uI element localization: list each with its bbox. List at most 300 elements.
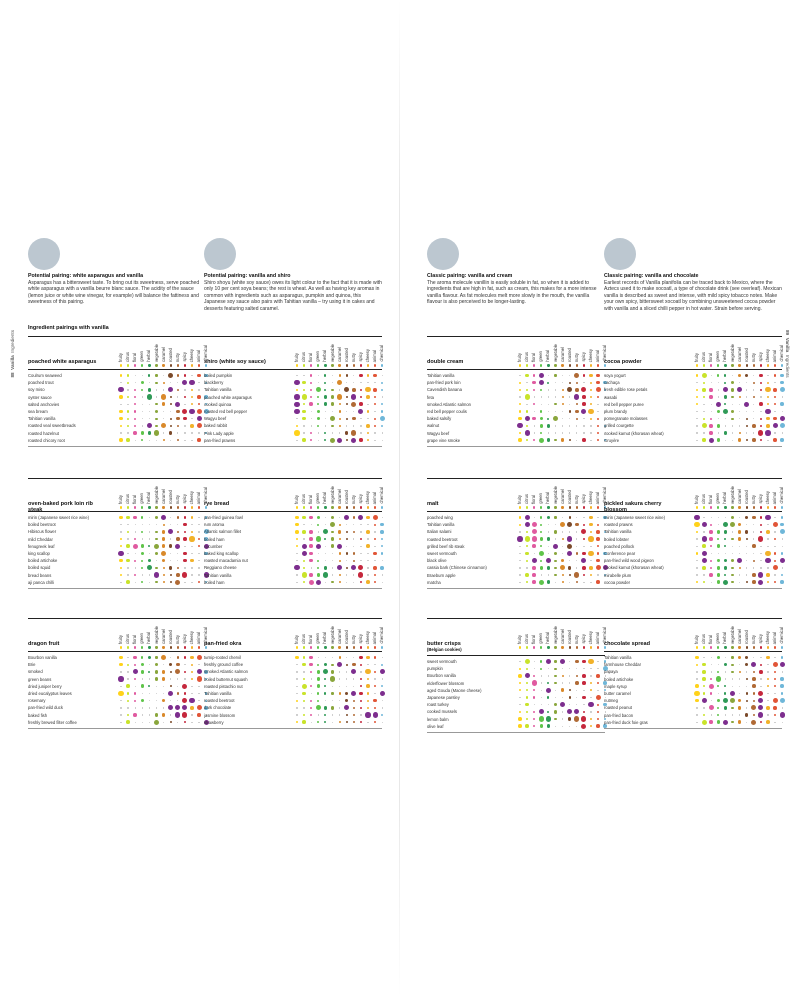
flavour-dot	[710, 692, 712, 694]
flavour-dot	[120, 364, 122, 366]
flavour-dot	[177, 432, 178, 433]
table-row	[604, 386, 782, 393]
flavour-dot	[360, 685, 362, 687]
flavour-dot	[590, 546, 591, 547]
flavour-dot	[774, 722, 775, 723]
pairing-table	[204, 618, 385, 728]
flavour-dot	[184, 425, 185, 426]
flavour-dot	[767, 664, 768, 665]
flavour-dot	[596, 530, 600, 534]
flavour-dot	[360, 506, 362, 508]
flavour-dot	[567, 522, 572, 527]
table-row	[28, 528, 206, 535]
table-reference-dots	[604, 362, 782, 369]
pairing-ingredient-label: cocoa powder	[604, 579, 631, 585]
flavour-dot	[575, 410, 579, 414]
flavour-dot	[767, 538, 768, 539]
flavour-dot	[717, 364, 719, 366]
flavour-dot	[373, 515, 378, 520]
flavour-dot	[177, 722, 178, 723]
table-row	[604, 401, 782, 408]
table-header-rule	[28, 651, 206, 652]
flavour-dot	[583, 374, 585, 376]
flavour-dot	[703, 657, 704, 658]
flavour-dot	[339, 721, 341, 723]
pairing-ingredient-label: roasted beetroot	[204, 698, 235, 704]
flavour-dot	[134, 410, 136, 412]
flavour-dot	[759, 670, 763, 674]
flavour-dot	[175, 402, 180, 407]
flavour-dot	[731, 707, 733, 709]
pairing-ingredient-label: cucumber	[204, 543, 223, 549]
flavour-column-label: caramel	[559, 347, 565, 362]
flavour-dot	[561, 559, 565, 563]
flavour-dot	[317, 417, 321, 421]
flavour-dot	[533, 403, 535, 405]
flavour-dot	[155, 713, 159, 717]
flavour-dot	[323, 572, 328, 577]
flavour-dot	[177, 560, 178, 561]
flavour-dot	[149, 722, 150, 723]
flavour-column-label: citrus	[301, 493, 307, 504]
flavour-dot	[540, 560, 542, 562]
table-reference-dots	[28, 504, 206, 511]
flavour-dot	[346, 538, 348, 540]
flavour-dot	[782, 432, 783, 433]
flavour-dot	[367, 432, 369, 434]
flavour-dot	[583, 690, 584, 691]
flavour-dot	[781, 692, 783, 694]
table-row	[28, 543, 206, 550]
pairing-ingredient-label: red bell pepper coulis	[427, 409, 467, 414]
flavour-dot	[189, 698, 194, 703]
flavour-dot	[360, 524, 361, 525]
flavour-dot	[696, 382, 697, 383]
flavour-dot	[310, 382, 312, 384]
flavour-dot	[310, 671, 312, 673]
flavour-dot	[703, 411, 704, 412]
flavour-column-label: citrus	[125, 633, 131, 644]
flavour-dot	[141, 581, 143, 583]
flavour-dot	[374, 411, 375, 412]
flavour-dot	[746, 411, 747, 412]
flavour-dot	[325, 553, 326, 554]
flavour-column-label: green	[139, 493, 145, 504]
table-row	[204, 690, 382, 697]
flavour-dot	[725, 671, 726, 672]
flavour-dot	[774, 374, 776, 376]
flavour-dot	[717, 699, 721, 703]
pairing-ingredient-label: fresh edible rose petals	[604, 387, 648, 393]
pairing-ingredient-label: boiled squid	[28, 565, 51, 571]
flavour-dot	[142, 375, 143, 376]
pairing-ingredient-label: Tahitian vanilla	[427, 373, 455, 378]
flavour-dot	[339, 707, 340, 708]
flavour-dot	[526, 382, 527, 383]
flavour-column-label: fruity	[694, 634, 699, 644]
flavour-dot	[155, 663, 159, 667]
flavour-dot	[739, 686, 740, 687]
pairing-ingredient-label: mirabelle plum	[604, 572, 632, 578]
flavour-dot	[346, 686, 347, 687]
flavour-dot	[753, 418, 754, 419]
flavour-dot	[127, 692, 129, 694]
flavour-dot	[731, 388, 735, 392]
flavour-dot	[360, 721, 362, 723]
flavour-dot	[774, 382, 775, 383]
flavour-dot	[732, 678, 733, 679]
flavour-dot	[183, 552, 187, 556]
flavour-dot	[718, 664, 719, 665]
flavour-dot	[120, 714, 121, 715]
flavour-dot	[302, 394, 307, 399]
flavour-dot	[547, 364, 549, 366]
flavour-dot	[142, 574, 143, 575]
intro-circle-icon	[427, 238, 459, 270]
table-row	[204, 704, 382, 711]
flavour-dot	[525, 703, 529, 707]
flavour-dot	[366, 516, 370, 520]
flavour-dot	[318, 432, 319, 433]
flavour-column-label: cheesy	[365, 348, 370, 362]
flavour-column-label: chemical	[203, 487, 209, 504]
flavour-dot	[739, 432, 741, 434]
flavour-dot	[575, 388, 579, 392]
flavour-dot	[526, 682, 528, 684]
pairing-ingredient-label: roasted hazelnut	[28, 430, 59, 436]
flavour-dot	[725, 678, 726, 679]
flavour-dot	[198, 432, 199, 433]
flavour-dot	[296, 721, 298, 723]
flavour-dot	[590, 506, 592, 508]
flavour-column-label: floral	[308, 352, 314, 362]
flavour-dot	[353, 516, 355, 518]
flavour-column-label: nutty	[174, 494, 180, 504]
table-row	[427, 394, 605, 401]
flavour-dot	[525, 416, 530, 421]
flavour-dot	[303, 538, 304, 539]
flavour-dot	[380, 691, 385, 696]
flavour-dot	[317, 646, 319, 648]
flavour-dot	[774, 581, 776, 583]
flavour-dot	[765, 409, 770, 414]
table-row	[204, 712, 382, 719]
flavour-dot	[731, 396, 733, 398]
flavour-dot	[346, 403, 348, 405]
flavour-dot	[325, 657, 326, 658]
flavour-dot	[767, 364, 769, 366]
flavour-dot	[373, 712, 378, 717]
flavour-dot	[694, 691, 699, 696]
flavour-dot	[582, 660, 586, 664]
flavour-dot	[576, 690, 577, 691]
flavour-dot	[766, 424, 770, 428]
flavour-dot	[760, 506, 762, 508]
flavour-dot	[184, 396, 186, 398]
flavour-dot	[576, 425, 577, 426]
intro-title: Classic pairing: vanilla and cream	[427, 273, 513, 279]
table-row	[604, 719, 782, 726]
flavour-dot	[318, 657, 319, 658]
table-row	[604, 379, 782, 386]
flavour-dot	[163, 686, 164, 687]
flavour-dot	[149, 574, 150, 575]
flavour-dot	[576, 675, 578, 677]
pairing-ingredient-label: farmhouse Cheddar	[604, 662, 642, 668]
flavour-dot	[744, 402, 749, 407]
flavour-dot	[127, 432, 128, 433]
flavour-dot	[554, 646, 556, 648]
table-row	[28, 668, 206, 675]
flavour-dot	[590, 396, 592, 398]
table-ingredient-title: pickled sakura cherry blossom	[604, 501, 662, 514]
flavour-dot	[724, 364, 726, 366]
flavour-dot	[141, 389, 143, 391]
flavour-dot	[718, 517, 719, 518]
flavour-dot	[554, 660, 556, 662]
flavour-dot	[774, 517, 775, 518]
flavour-dot	[332, 700, 333, 701]
flavour-dot	[525, 430, 530, 435]
flavour-dot	[317, 670, 321, 674]
table-row	[427, 680, 605, 687]
flavour-dot	[141, 567, 143, 569]
flavour-dot	[382, 582, 383, 583]
flavour-dot	[546, 558, 551, 563]
flavour-dot	[703, 574, 704, 575]
flavour-column-label: spicy	[357, 352, 363, 362]
flavour-dot	[155, 581, 157, 583]
flavour-dot	[119, 663, 123, 667]
flavour-dot	[569, 675, 570, 676]
table-row	[204, 557, 382, 564]
flavour-dot	[353, 574, 354, 575]
flavour-dot	[294, 394, 299, 399]
pairing-ingredient-label: baked salsify	[427, 416, 452, 422]
flavour-dot	[191, 582, 192, 583]
flavour-dot	[568, 566, 572, 570]
flavour-dot	[548, 389, 549, 390]
flavour-dot	[731, 646, 733, 648]
flavour-column-label: floral	[708, 494, 714, 504]
table-reference-dots	[28, 644, 206, 651]
table-row	[427, 536, 605, 543]
pairing-ingredient-label: Coulrum seaweed	[28, 373, 62, 378]
flavour-dot	[149, 531, 150, 532]
flavour-dot	[753, 692, 755, 694]
flavour-dot	[731, 656, 733, 658]
table-row	[427, 528, 605, 535]
flavour-dot	[711, 382, 712, 383]
flavour-dot	[198, 574, 199, 575]
flavour-dot	[177, 524, 178, 525]
table-bottom-rule	[427, 446, 605, 447]
flavour-dot	[310, 707, 312, 709]
flavour-dot	[156, 524, 157, 525]
flavour-dot	[197, 395, 201, 399]
table-row	[28, 422, 206, 429]
flavour-dot	[555, 726, 556, 727]
flavour-dot	[339, 686, 340, 687]
flavour-dot	[590, 574, 592, 576]
table-row	[204, 408, 382, 415]
flavour-dot	[540, 432, 542, 434]
flavour-dot	[760, 546, 761, 547]
flavour-dot	[346, 396, 348, 398]
flavour-dot	[534, 432, 535, 433]
flavour-dot	[569, 689, 571, 691]
flavour-dot	[118, 676, 123, 681]
flavour-dot	[345, 692, 349, 696]
flavour-dot	[581, 387, 586, 392]
flavour-dot	[696, 714, 697, 715]
flavour-dot	[177, 439, 179, 441]
flavour-dot	[569, 432, 570, 433]
flavour-column-label: green	[715, 351, 721, 362]
flavour-dot	[554, 403, 556, 405]
flavour-dot	[332, 432, 333, 433]
flavour-dot	[725, 517, 726, 518]
flavour-dot	[576, 440, 577, 441]
flavour-dot	[548, 404, 549, 405]
flavour-dot	[156, 440, 157, 441]
flavour-dot	[149, 678, 150, 679]
flavour-dot	[310, 506, 312, 508]
flavour-dot	[760, 686, 761, 687]
flavour-dot	[135, 686, 136, 687]
flavour-column-label: nutty	[350, 352, 356, 362]
flavour-dot	[774, 403, 776, 405]
table-row	[427, 543, 605, 550]
intro-title: Potential pairing: white asparagus and vanilla	[28, 273, 144, 279]
flavour-dot	[339, 714, 340, 715]
flavour-dot	[717, 580, 721, 584]
flavour-dot	[141, 544, 145, 548]
flavour-dot	[569, 364, 571, 366]
flavour-dot	[746, 382, 747, 383]
flavour-dot	[351, 669, 356, 674]
flavour-dot	[382, 396, 383, 397]
flavour-dot	[737, 387, 742, 392]
flavour-dot	[703, 382, 705, 384]
flavour-dot	[718, 418, 719, 419]
flavour-dot	[519, 364, 521, 366]
flavour-dot	[346, 418, 348, 420]
flavour-dot	[576, 531, 577, 532]
flavour-dot	[120, 382, 121, 383]
flavour-dot	[758, 536, 763, 541]
flavour-dot	[155, 552, 159, 556]
flavour-dot	[325, 700, 326, 701]
flavour-dot	[519, 524, 521, 526]
flavour-dot	[346, 567, 348, 569]
table-row	[427, 430, 605, 437]
flavour-column-label: green	[139, 351, 145, 362]
flavour-dot	[367, 574, 368, 575]
flavour-dot	[569, 439, 571, 441]
flavour-dot	[738, 646, 740, 648]
table-row	[604, 572, 782, 579]
flavour-dot	[576, 382, 578, 384]
flavour-dot	[732, 531, 733, 532]
pairing-ingredient-label: grape vine smoke	[427, 437, 461, 443]
flavour-dot	[738, 364, 740, 366]
pairing-ingredient-label: roasted beetroot	[427, 536, 458, 542]
flavour-dot	[184, 664, 185, 665]
flavour-dot	[540, 389, 542, 391]
flavour-dot	[765, 515, 770, 520]
flavour-dot	[353, 546, 354, 547]
pairing-ingredient-label: aged Gouda (Maone cheese)	[427, 687, 482, 693]
flavour-dot	[198, 545, 200, 547]
flavour-dot	[198, 364, 200, 366]
flavour-dot	[170, 657, 171, 658]
table-row	[427, 694, 605, 701]
pairing-ingredient-label: Tahitian vanilla	[28, 416, 56, 422]
table-row	[28, 550, 206, 557]
flavour-dot	[296, 664, 297, 665]
flavour-dot	[519, 553, 520, 554]
flavour-dot	[317, 524, 319, 526]
flavour-dot	[176, 663, 180, 667]
pairing-ingredient-label: Tahitian vanilla	[204, 691, 232, 696]
flavour-dot	[120, 700, 121, 701]
flavour-dot	[360, 364, 362, 366]
table-bottom-rule	[28, 588, 206, 589]
flavour-dot	[127, 396, 129, 398]
flavour-dot	[773, 706, 777, 710]
flavour-dot	[709, 424, 713, 428]
flavour-dot	[374, 403, 376, 405]
pairing-ingredient-label: poached wing	[427, 515, 453, 520]
flavour-dot	[154, 572, 159, 577]
flavour-dot	[351, 402, 356, 407]
flavour-dot	[170, 714, 171, 715]
flavour-dot	[360, 531, 361, 532]
table-row	[604, 372, 782, 379]
flavour-dot	[331, 646, 333, 648]
flavour-dot	[184, 432, 185, 433]
flavour-dot	[597, 506, 599, 508]
table-row	[427, 557, 605, 564]
flavour-dot	[302, 551, 307, 556]
flavour-dot	[597, 396, 599, 398]
flavour-dot	[191, 524, 192, 525]
flavour-dot	[547, 696, 549, 698]
flavour-dot	[302, 720, 306, 724]
flavour-dot	[141, 439, 143, 441]
flavour-dot	[310, 432, 312, 434]
flavour-dot	[295, 523, 299, 527]
flavour-dot	[519, 531, 520, 532]
table-row	[204, 430, 382, 437]
flavour-dot	[533, 725, 535, 727]
flavour-dot	[382, 440, 383, 441]
flavour-dot	[351, 691, 356, 696]
flavour-dot	[519, 382, 521, 384]
flavour-dot	[540, 364, 542, 366]
flavour-dot	[739, 671, 741, 673]
flavour-dot	[182, 684, 187, 689]
flavour-column-label: cheesy	[765, 490, 770, 504]
table-row	[204, 394, 382, 401]
flavour-dot	[583, 517, 584, 518]
flavour-dot	[339, 389, 340, 390]
flavour-dot	[533, 364, 535, 366]
flavour-dot	[156, 396, 157, 397]
flavour-dot	[541, 697, 542, 698]
flavour-dot	[149, 700, 150, 701]
